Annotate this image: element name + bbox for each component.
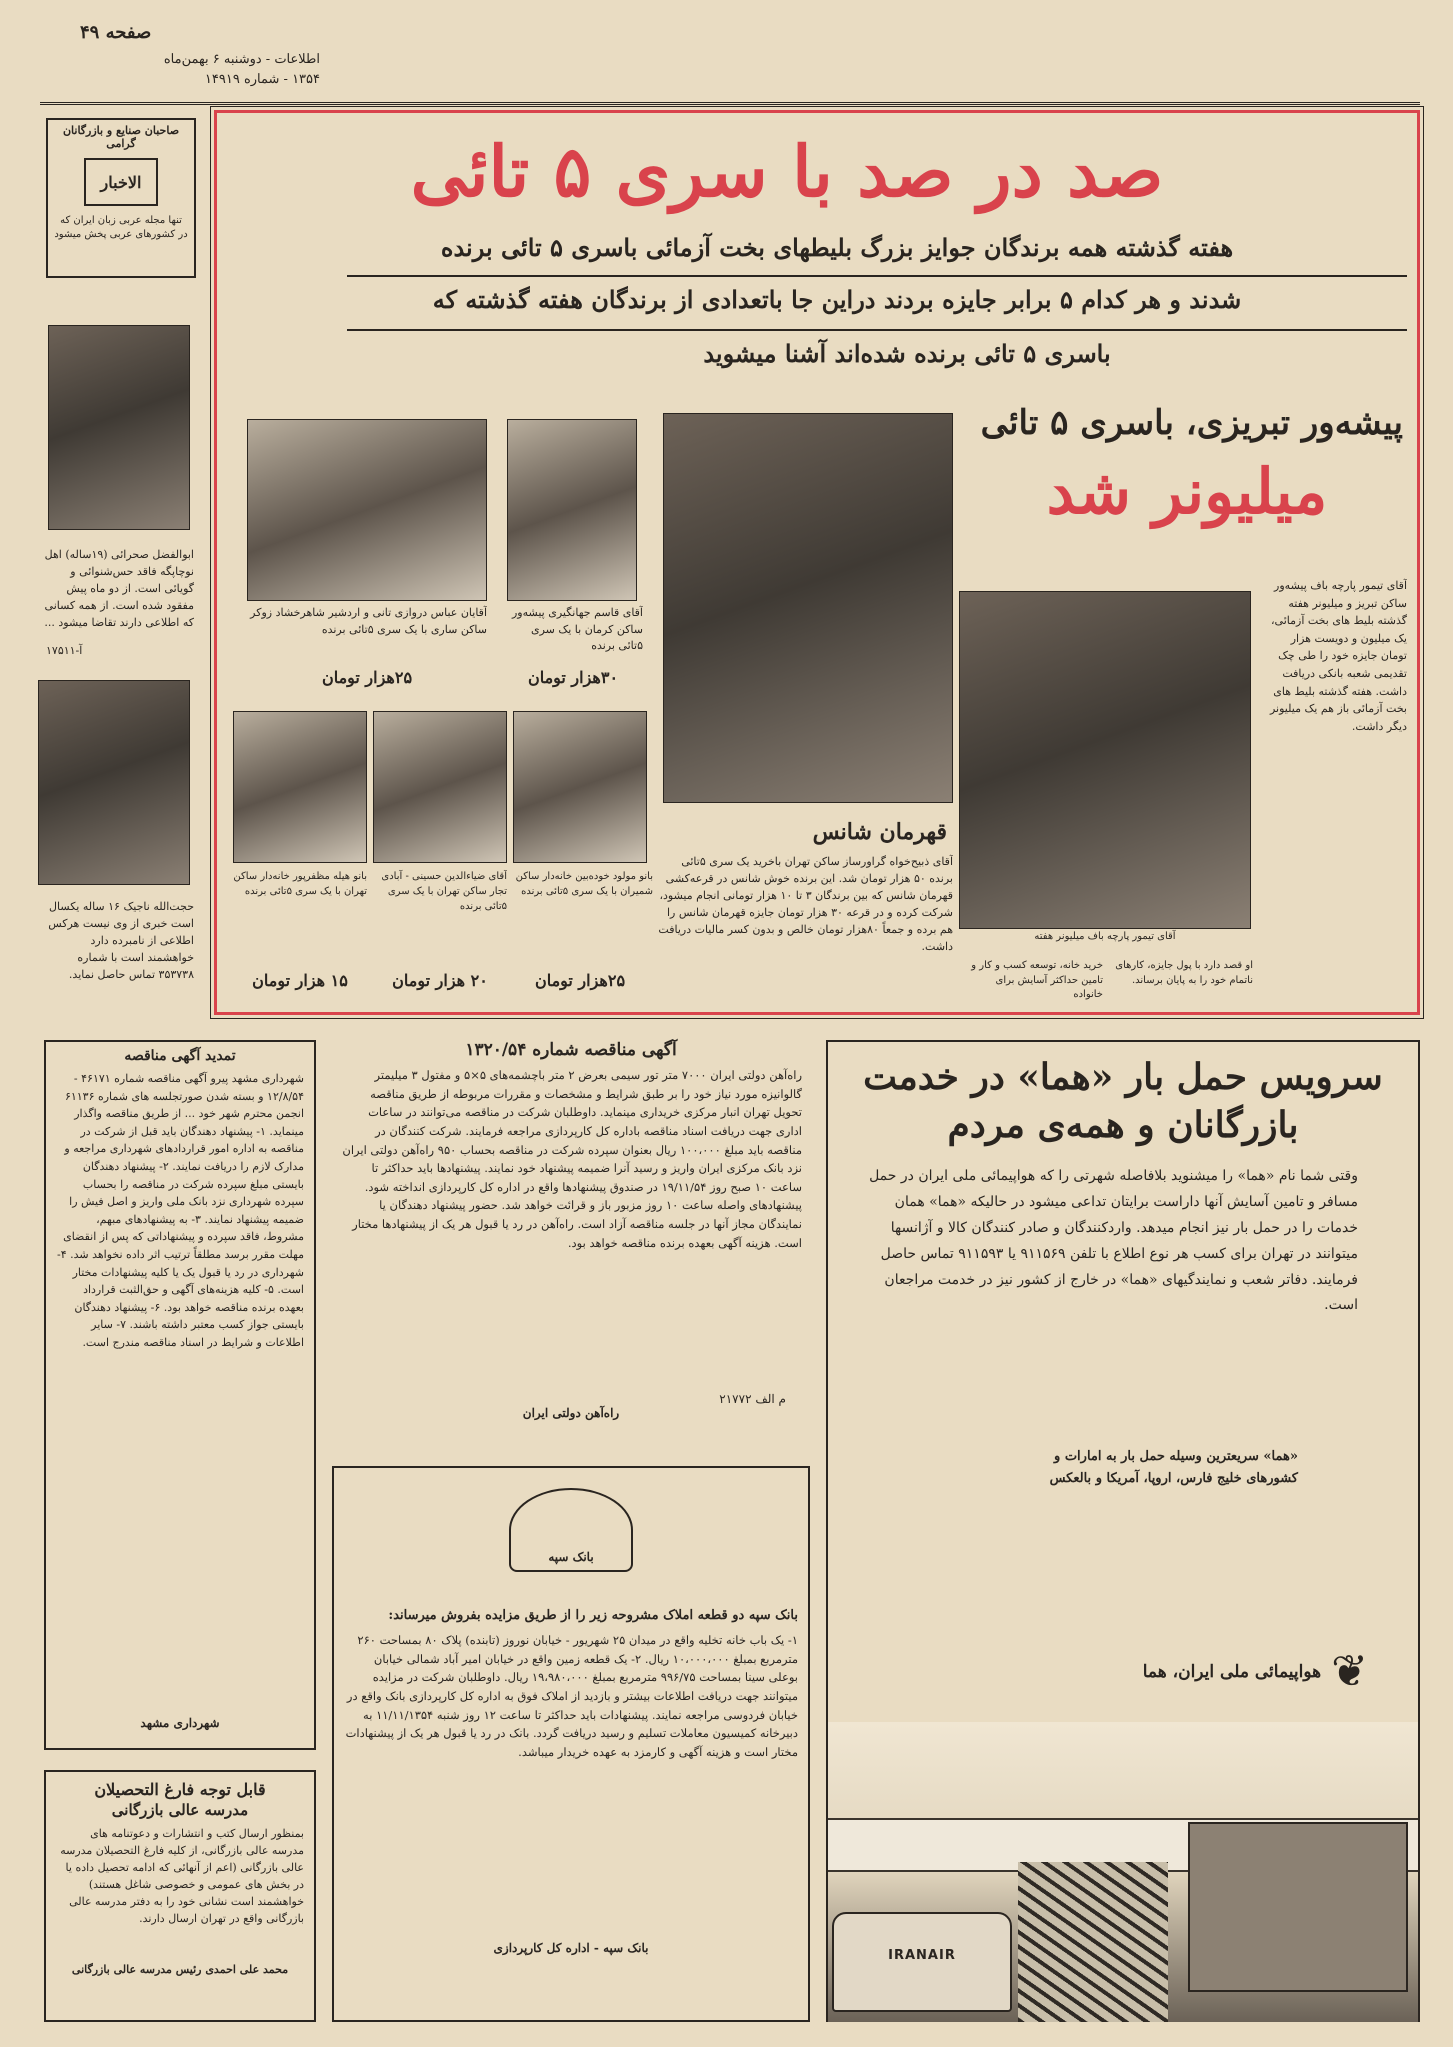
tender-center xyxy=(336,1040,806,1440)
winner-caption-2: آقایان عباس دروازی تانی و اردشیر شاهرخشاد زوکر ساکن ساری با یک سری ۵تائی برنده xyxy=(250,606,487,636)
lottery-headline: صد در صد با سری ۵ تائی xyxy=(410,130,1164,213)
bank-emblem xyxy=(509,1488,633,1572)
winner-photo-pair xyxy=(247,419,487,601)
service-van xyxy=(832,1912,1012,2012)
winner-photo-khodebin xyxy=(513,711,647,863)
tender-left-footer: شهرداری مشهد xyxy=(140,1716,220,1730)
tender-center-body: راه‌آهن دولتی ایران ۷۰۰۰ متر تور سیمی بعرض ۲ متر باچشمه‌های ۵×۵ و مفتول ۳ میلیمتر گالوانیزه مورد نیاز خود را بر طبق شرایط و مشخصات و مقررات مربوطه از طریق مناقصه تحویل تهران انبار مرکزی خریداری مینماید. داوطلبان شرکت در مناقصه می‌توانند در ساعات اداری جهت دریافت اسناد مناقصه باداره کل کارپردازی مراجعه فرمایند. شرکت کنندگان در مناقصه باید مبلغ ۱۰۰،۰۰۰ ریال بعنوان سپرده شرکت در مناقصه بحساب ۹۵۰ راه‌آهن دولتی ایران نزد بانک مرکزی ایران واریز و رسید آنرا ضمیمه پیشنهاد خود نمایند. پیشنهادها باید حداکثر تا ساعت ۱۰ صبح روز ۱۹/۱۱/۵۴ در صندوق پیشنهادها واقع در اداره کل کارپردازی انداخته شود. پیشنهادهای واصله ساعت ۱۰ روز مزبور باز و قرائت خواهد شد. حضور پیشنهاد دهندگان یا نمایندگان مجاز آنها در جلسه مناقصه آزاد است. راه‌آهن در رد یا قبول هر یک از پیشنهادها مختار است. هزینه آگهی بعهده برنده مناقصه خواهد بود. xyxy=(342,1068,802,1250)
logo-bottom-text: تنها مجله عربی زبان ایران که در کشورهای عربی پخش میشود xyxy=(54,215,188,240)
school-notice-box xyxy=(44,1770,316,2022)
feature-photo xyxy=(959,591,1251,929)
lottery-subline-2: شدند و هر کدام ۵ برابر جایزه بردند دراین جا باتعدادی از برندگان هفته گذشته که xyxy=(432,285,1242,314)
masthead-rule xyxy=(40,102,1420,105)
homa-bird-icon: ❦ xyxy=(1331,1646,1368,1697)
winner-caption-4: آقای ضیاءالدین حسینی - آبادی تجار ساکن تهران با یک سری ۵تائی برنده xyxy=(381,871,507,912)
lottery-ad xyxy=(214,110,1420,1015)
missing-person-caption-1: ابوالفضل صحرائی (۱۹ساله) اهل نوچاپگه فاقد حس‌شنوائی و گویائی است. از دو ماه پیش مفقود شده است. از همه کسانی که اطلاعی دارند تقاضا میشود ... xyxy=(44,548,194,630)
school-notice-title: قابل توجه فارغ التحصیلان xyxy=(94,1780,266,1799)
feature-big: میلیونر شد xyxy=(1046,455,1328,528)
cargo-loader xyxy=(1188,1822,1408,1992)
winner-prize-2: ۲۵هزار تومان xyxy=(321,668,413,687)
plane-stairs xyxy=(1018,1862,1168,2022)
winner-caption-5: بانو هیله مظفرپور خانه‌دار ساکن تهران با یک سری ۵تائی برنده xyxy=(233,871,367,897)
logo-mark-text: الاخبار xyxy=(100,172,142,192)
homa-title-1: سرویس حمل بار «هما» در خدمت xyxy=(863,1056,1383,1098)
lucky-champion-photo xyxy=(663,413,953,803)
lucky-champion-title: قهرمان شانس xyxy=(812,819,947,845)
feature-photo-caption: آقای تیمور پارچه باف میلیونر هفته xyxy=(1034,931,1176,942)
winner-prize-3: ۲۵هزار تومان xyxy=(534,971,626,990)
winner-caption-1: آقای قاسم جهانگیری پیشه‌ور ساکن کرمان با یک سری ۵تائی برنده xyxy=(512,606,643,652)
homa-brand: هواپیمائی ملی ایران، هما xyxy=(1142,1662,1322,1682)
winner-photo-hosseini xyxy=(373,711,507,863)
cargo-plane-photo xyxy=(828,1722,1418,2022)
homa-ad xyxy=(826,1040,1420,2022)
issue-line: ۱۳۵۴ - شماره ۱۴۹۱۹ xyxy=(204,72,320,87)
tender-left-body: شهرداری مشهد پیرو آگهی مناقصه شماره ۴۶۱۷۱ - ۱۲/۸/۵۴ و بسته شدن صورتجلسه های شماره ۶۱۱۳۶ انجمن محترم شهر خود ... از طریق مناقصه واگذار مینماید. ۱- پیشنهاد دهندگان باید قبل از شرکت در مناقصه به اداره امور قراردادهای شهرداری مراجعه و مدارک لازم را دریافت نمایند. ۲- پیشنهاد دهندگان بایستی مبلغ سپرده شرکت در مناقصه را بحساب سپرده شهرداری نزد بانک ملی واریز و اصل فیش را ضمیمه پیشنهاد نمایند. ۳- به پیشنهادهای مبهم، مشروط، فاقد سپرده و پیشنهاداتی که پس از انقضای مهلت مقرر برسد مطلقاً ترتیب اثر داده نخواهد شد. ۴- شهرداری در رد یا قبول یک یا کلیه پیشنهادات مختار است. ۵- کلیه هزینه‌های آگهی و حق‌الثبت قرارداد بعهده برنده مناقصه خواهد بود. ۶- پیشنهاد دهندگان بایستی جواز کسب معتبر داشته باشند. ۷- سایر اطلاعات و شرایط در اسناد مناقصه مندرج است. xyxy=(56,1072,304,1349)
logo-top-text: صاحبان صنایع و بازرگانان گرامی xyxy=(62,124,180,150)
masthead xyxy=(40,18,1420,98)
date-line: اطلاعات - دوشنبه ۶ بهمن‌ماه xyxy=(163,52,320,67)
school-notice-subtitle: مدرسه عالی بازرگانی xyxy=(111,1801,249,1819)
missing-person-code-1: آ-۱۷۵۱۱ xyxy=(46,644,83,657)
bank-auction-title: بانک سپه دو قطعه املاک مشروحه زیر را از طریق مزایده بفروش میرساند: xyxy=(388,1608,798,1623)
van-text: IRANAIR xyxy=(888,1948,956,1963)
tender-center-code: م الف ۲۱۷۷۲ xyxy=(719,1392,786,1406)
school-notice-signature: محمد علی احمدی رئیس مدرسه عالی بازرگانی xyxy=(71,1963,289,1976)
bank-emblem-text: بانک سپه xyxy=(548,1550,594,1564)
lucky-champion-body: آقای ذبیح‌خواه گراورساز ساکن تهران باخرید یک سری ۵تائی برنده ۵۰ هزار تومان شد. این برنده خوش شانس در قرعه‌کشی قهرمان شانس که بین برندگان ۳ تا ۱۰ هزار تومانی انجام میشود، شرکت کرده و در قرعه ۳۰ هزار تومان جایزه قهرمان شانس را هم برده و جمعاً ۸۰هزار تومان خالص و بدون کسر مالیات دریافت داشت. xyxy=(658,855,953,954)
bank-auction-footer: بانک سپه - اداره کل کارپردازی xyxy=(493,1941,649,1955)
school-notice-body: بمنظور ارسال کتب و انتشارات و دعوتنامه های مدرسه عالی بازرگانی، از کلیه فارغ التحصیلان مدرسه عالی بازرگانی (اعم از آنهائی که ادامه تحصیل داده یا در بخش های عمومی و خصوصی شاغل هستند) خواهشمند است نشانی خود را به دفتر مدرسه عالی بازرگانی واقع در تهران ارسال دارند. xyxy=(60,1827,304,1926)
lottery-subline-1: هفته گذشته همه برندگان جوایز بزرگ بلیطهای بخت آزمائی باسری ۵ تائی برنده xyxy=(440,233,1234,262)
feature-title: پیشه‌ور تبریزی، باسری ۵ تائی xyxy=(980,403,1403,443)
bank-auction-box xyxy=(332,1466,810,2022)
missing-person-caption-2: حجت‌الله ناجیک ۱۶ ساله یکسال است خبری از وی نیست هرکس اطلاعی از نامبرده دارد خواهشمند است با شماره ۳۵۳۷۳۸ تماس حاصل نماید. xyxy=(48,900,194,982)
subline-rule-2 xyxy=(347,329,1407,331)
homa-body: وقتی شما نام «هما» را میشنوید بلافاصله شهرتی را که هواپیمائی ملی ایران در حمل مسافر و تامین آسایش آنها داراست برایتان تداعی میشود در حالیکه «هما» همان خدمات را در حمل بار نیز انجام میدهد. واردکنندگان و صادر کنندگان کالا و آژانسها میتوانند در تهران برای کسب هر نوع اطلاع با تلفن ۹۱۱۵۶۹ یا ۹۱۱۵۹۳ تماس حاصل فرمایند. دفاتر شعب و نمایندگیهای «هما» در خارج از کشور نیز در خدمت مراجعان است. xyxy=(869,1168,1358,1314)
subline-rule-1 xyxy=(347,275,1407,277)
tender-left-box xyxy=(44,1040,316,1750)
logo-mark xyxy=(84,158,158,206)
feature-body: آقای تیمور پارچه باف پیشه‌ور ساکن تبریز و میلیونر هفته گذشته بلیط های بخت آزمائی، یک میلیون و دویست هزار تومان جایزه خود را طی چک تقدیمی شعبه بانکی دریافت داشت. هفته گذشته بلیط های بخت آزمائی باز هم یک میلیونر دیگر داشت. xyxy=(1269,579,1407,733)
winner-prize-4: ۲۰ هزار تومان xyxy=(392,971,488,990)
winner-photo-jahangiri xyxy=(507,419,637,601)
page-number: صفحه ۴۹ xyxy=(80,22,152,43)
winner-caption-3: بانو مولود خوده‌بین خانه‌دار ساکن شمیران با یک سری ۵تائی برنده xyxy=(515,871,653,897)
tender-left-title: تمدید آگهی مناقصه xyxy=(124,1048,236,1064)
feature-foot-right: او قصد دارد با پول جایزه، کارهای ناتمام خود را به پایان برساند. xyxy=(1115,960,1253,986)
winner-photo-mozaffarpour xyxy=(233,711,367,863)
homa-logo xyxy=(988,1632,1368,1712)
winner-prize-1: ۳۰هزار تومان xyxy=(527,668,619,687)
winner-prize-5: ۱۵ هزار تومان xyxy=(252,971,348,990)
feature-foot-left: خرید خانه، توسعه کسب و کار و تامین حداکثر آسایش برای خانواده xyxy=(971,960,1103,1000)
lottery-subline-3: باسری ۵ تائی برنده شده‌اند آشنا میشوید xyxy=(703,339,1111,368)
homa-title-2: بازرگانان و همه‌ی مردم xyxy=(947,1104,1299,1146)
tender-center-title: آگهی مناقصه شماره ۱۳۲۰/۵۴ xyxy=(465,1040,677,1060)
homa-routes: «هما» سریعترین وسیله حمل بار به امارات و کشورهای خلیج فارس، اروپا، آمریکا و بالعکس xyxy=(1049,1449,1298,1487)
missing-person-photo-2 xyxy=(38,680,190,885)
tender-center-signature: راه‌آهن دولتی ایران xyxy=(522,1406,620,1420)
logo-box xyxy=(46,118,196,278)
missing-person-photo-1 xyxy=(48,325,190,530)
bank-auction-body: ۱- یک باب خانه تخلیه واقع در میدان ۲۵ شهریور - خیابان نوروز (تابنده) پلاک ۸۰ بمساحت ۲۶۰ مترمربع بمبلغ ۱۰،۰۰۰،۰۰۰ ریال. ۲- یک قطعه زمین واقع در خیابان امیر آباد شمالی خیابان بوعلی سینا بمساحت ۹۹۶/۷۵ مترمربع بمبلغ ۱۹،۹۸۰،۰۰۰ ریال. داوطلبان شرکت در مزایده میتوانند جهت دریافت اطلاعات بیشتر و بازدید از املاک فوق به اداره کل کارپردازی بانک واقع در خیابان فردوسی مراجعه نمایند. پیشنهادات باید حداکثر تا ساعت ۱۲ روز شنبه ۱۱/۱۱/۱۳۵۴ به دبیرخانه کمیسیون معاملات تسلیم و رسید دریافت گردد. بانک در رد یا قبول هر یک از پیشنهادات مختار است و هزینه آگهی و کارمزد به عهده خریدار میباشد. xyxy=(345,1633,798,1759)
